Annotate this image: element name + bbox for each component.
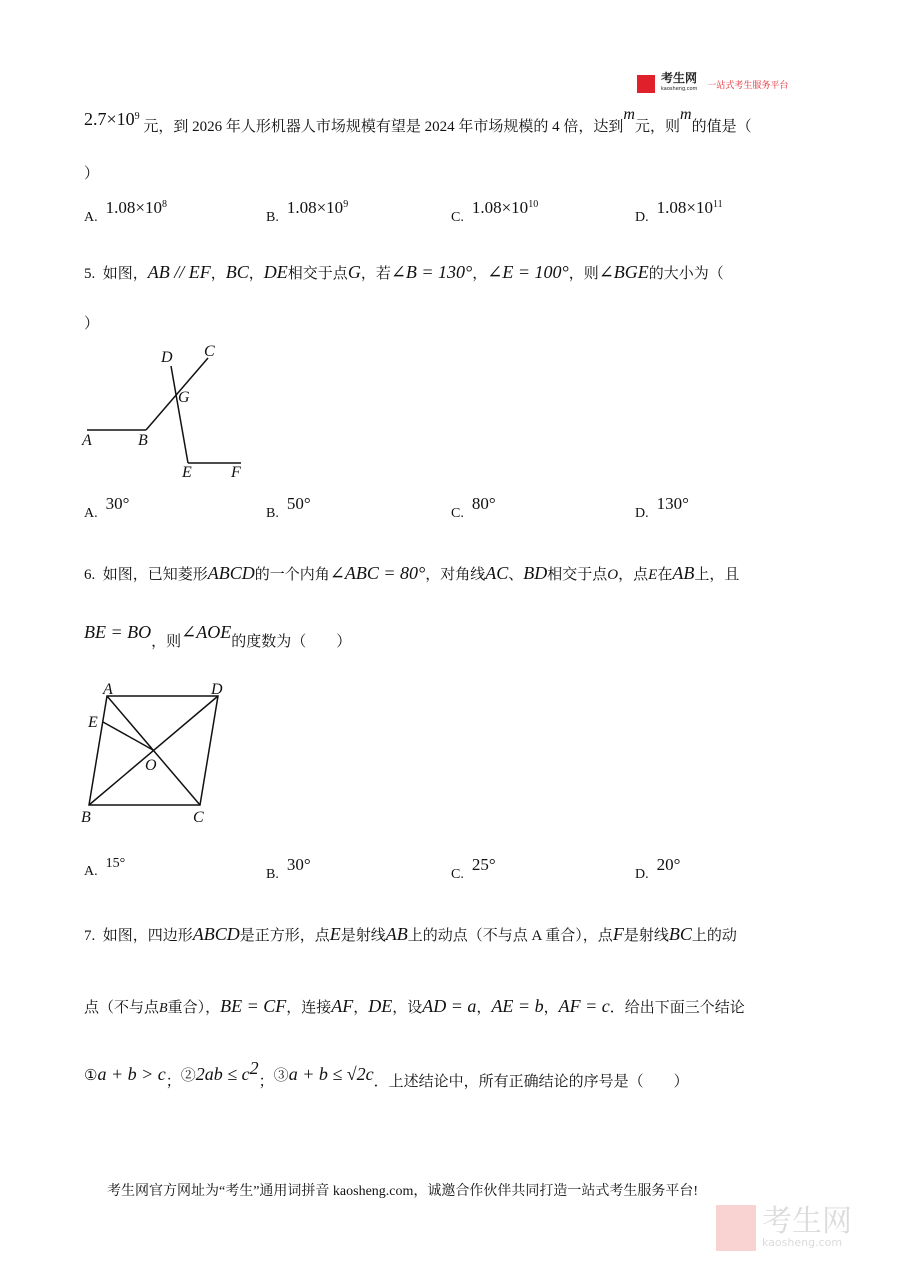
q6-math: O bbox=[607, 567, 619, 583]
option-value: 1.08×10 bbox=[656, 198, 713, 217]
conclusion-1-number: ① bbox=[84, 1068, 98, 1084]
option-exp: 8 bbox=[161, 199, 167, 210]
option-value: 30° bbox=[286, 855, 311, 874]
label-e: E bbox=[182, 464, 192, 481]
segment-de bbox=[171, 366, 188, 463]
q5-text: ， bbox=[210, 266, 226, 282]
q7-text: ，设 bbox=[392, 1000, 423, 1016]
q6-line2 bbox=[84, 622, 352, 650]
q5-line2: ） bbox=[84, 316, 100, 332]
option-value: 130° bbox=[656, 494, 689, 513]
q7-text: ， bbox=[543, 1000, 559, 1016]
q5-text: ，若 bbox=[360, 266, 391, 282]
q6-math: ∠AOE bbox=[181, 622, 232, 642]
q7-math: BE = CF bbox=[220, 996, 287, 1016]
conclusion-3-number: ③ bbox=[273, 1068, 289, 1084]
q5-text: 如图， bbox=[102, 266, 148, 282]
option-value: 20° bbox=[656, 855, 681, 874]
q6-text: ，对角线 bbox=[425, 567, 486, 583]
q5-math: AB // EF bbox=[147, 262, 211, 282]
header-slogan: 一站式考生服务平台 bbox=[707, 80, 789, 91]
label-e: E bbox=[88, 714, 98, 731]
option-value: 80° bbox=[471, 494, 496, 513]
option-value: 1.08×10 bbox=[471, 198, 529, 217]
q7-text: 点（不与点 bbox=[84, 1000, 160, 1016]
footer-text: 考生网官方网址为“考生”通用词拼音 kaosheng.com，诚邀合作伙伴共同打造一站式考生服务平台! bbox=[107, 1184, 699, 1199]
q5-math: DE bbox=[263, 262, 288, 282]
option-key: D. bbox=[635, 506, 649, 521]
q7-line2 bbox=[84, 996, 745, 1017]
option-value: 1.08×10 bbox=[286, 198, 344, 217]
q4-exp: 9 bbox=[134, 111, 140, 122]
q5-math: ∠B = 130° bbox=[390, 262, 473, 282]
label-c: C bbox=[193, 809, 204, 826]
q5-option-d[interactable] bbox=[635, 494, 689, 521]
q7-math: AF = c bbox=[558, 996, 610, 1016]
q5-figure bbox=[87, 358, 241, 463]
q5-math: ∠E = 100° bbox=[487, 262, 569, 282]
q6-text: 如图，已知菱形 bbox=[102, 567, 208, 583]
option-value: 15° bbox=[105, 856, 126, 871]
q7-text: 是射线 bbox=[623, 928, 669, 944]
diagonal-bd bbox=[89, 696, 218, 805]
q7-text: ，连接 bbox=[286, 1000, 332, 1016]
label-b: B bbox=[81, 809, 91, 826]
q5-option-c[interactable] bbox=[451, 494, 496, 521]
q7-text: 重合）， bbox=[167, 1000, 221, 1016]
q5-option-a[interactable] bbox=[84, 494, 130, 521]
q5-text: 相交于点 bbox=[287, 266, 348, 282]
q7-line1 bbox=[84, 924, 737, 945]
q5-math: ∠BGE bbox=[598, 262, 649, 282]
q4-text: 元，到 2026 年人形机器人市场规模有望是 2024 年市场规模的 4 倍，达到 bbox=[143, 119, 624, 135]
label-c: C bbox=[204, 343, 215, 360]
option-exp: 10 bbox=[528, 199, 539, 210]
q7-math: ABCD bbox=[192, 924, 240, 944]
label-a: A bbox=[82, 432, 92, 449]
q5-option-b[interactable] bbox=[266, 494, 311, 521]
q4-m2: m bbox=[680, 106, 692, 123]
conclusion-2: 2ab ≤ c bbox=[195, 1064, 250, 1084]
q7-text: 是射线 bbox=[340, 928, 386, 944]
option-key: A. bbox=[84, 210, 98, 225]
q6-math: ∠ABC = 80° bbox=[329, 563, 426, 583]
q4-text3: 的值是（ bbox=[691, 119, 752, 135]
watermark-icon bbox=[716, 1205, 756, 1251]
q7-text: ．上述结论中，所有正确结论的序号是（ ） bbox=[373, 1074, 689, 1090]
label-o: O bbox=[145, 757, 157, 774]
q5-text: 的大小为（ bbox=[648, 266, 724, 282]
q7-text: ； bbox=[258, 1074, 274, 1090]
option-key: A. bbox=[84, 506, 98, 521]
q6-figure bbox=[89, 696, 218, 805]
label-f: F bbox=[231, 464, 241, 481]
option-value: 1.08×10 bbox=[105, 198, 162, 217]
q6-text: 、 bbox=[508, 567, 524, 583]
option-key: A. bbox=[84, 864, 98, 879]
label-d: D bbox=[161, 349, 173, 366]
option-key: D. bbox=[635, 210, 649, 225]
q7-math: AD = a bbox=[422, 996, 477, 1016]
q6-text: 在 bbox=[657, 567, 673, 583]
q6-math: ABCD bbox=[207, 563, 255, 583]
conclusion-2-number: ② bbox=[180, 1068, 196, 1084]
label-b: B bbox=[138, 432, 148, 449]
q7-line3 bbox=[84, 1058, 689, 1090]
q7-math: DE bbox=[368, 996, 393, 1016]
q6-line1 bbox=[84, 563, 739, 584]
q6-math: BE = BO bbox=[84, 622, 152, 642]
conclusion-3: a + b ≤ √2c bbox=[288, 1064, 374, 1084]
conclusion-1: a + b > c bbox=[97, 1064, 166, 1084]
option-key: C. bbox=[451, 506, 464, 521]
q6-text: 上，且 bbox=[694, 567, 740, 583]
option-value: 30° bbox=[105, 494, 130, 513]
q7-math: F bbox=[612, 924, 624, 944]
q5-math: G bbox=[347, 262, 361, 282]
option-key: C. bbox=[451, 210, 464, 225]
q6-text: 的一个内角 bbox=[254, 567, 330, 583]
watermark-logo bbox=[716, 1205, 852, 1251]
q6-text: 的度数为（ ） bbox=[231, 634, 352, 650]
label-g: G bbox=[178, 389, 190, 406]
q6-option-b[interactable] bbox=[266, 855, 311, 882]
option-exp: 11 bbox=[712, 199, 723, 210]
q7-math: AF bbox=[331, 996, 354, 1016]
q7-math: E bbox=[329, 924, 341, 944]
label-d: D bbox=[211, 681, 223, 698]
option-key: C. bbox=[451, 867, 464, 882]
q6-option-d[interactable] bbox=[635, 855, 681, 882]
q5-number: 5. bbox=[84, 266, 96, 282]
q7-text: 是正方形，点 bbox=[239, 928, 330, 944]
option-key: B. bbox=[266, 506, 279, 521]
option-value: 50° bbox=[286, 494, 311, 513]
q6-option-a[interactable] bbox=[84, 855, 126, 879]
conclusion-2-exp: 2 bbox=[249, 1058, 259, 1078]
q6-math: AC bbox=[485, 563, 509, 583]
watermark-text: 考生网 bbox=[762, 1204, 852, 1239]
q7-math: AB bbox=[385, 924, 408, 944]
option-key: D. bbox=[635, 867, 649, 882]
q5-text: ， bbox=[248, 266, 264, 282]
q7-number: 7. bbox=[84, 928, 96, 944]
q5-text: ，则 bbox=[568, 266, 599, 282]
q6-text: 相交于点 bbox=[547, 567, 608, 583]
q4-value: 2.7×10 bbox=[84, 109, 135, 129]
segment-bc bbox=[146, 358, 208, 430]
q6-number: 6. bbox=[84, 567, 96, 583]
option-key: B. bbox=[266, 867, 279, 882]
option-key: B. bbox=[266, 210, 279, 225]
segment-eo bbox=[103, 722, 153, 750]
q4-m: m bbox=[623, 106, 635, 123]
q7-text: ， bbox=[353, 1000, 369, 1016]
q6-math: E bbox=[648, 567, 658, 583]
q7-text: 上的动 bbox=[691, 928, 737, 944]
q5-text: ， bbox=[472, 266, 488, 282]
q7-text: ， bbox=[476, 1000, 492, 1016]
q5-math: BC bbox=[225, 262, 249, 282]
watermark-domain: kaosheng.com bbox=[762, 1236, 843, 1249]
q6-option-c[interactable] bbox=[451, 855, 496, 882]
q4-text2: 元，则 bbox=[634, 119, 680, 135]
logo-domain: kaosheng.com bbox=[661, 86, 698, 92]
option-exp: 9 bbox=[343, 199, 349, 210]
option-value: 25° bbox=[471, 855, 496, 874]
q6-text: ，点 bbox=[618, 567, 649, 583]
q7-math: AE = b bbox=[491, 996, 544, 1016]
q6-math: BD bbox=[523, 563, 548, 583]
q7-text: ．给出下面三个结论 bbox=[609, 1000, 745, 1016]
q7-text: 上的动点（不与点 A 重合），点 bbox=[407, 928, 613, 944]
label-a: A bbox=[103, 681, 113, 698]
q7-math: BC bbox=[668, 924, 692, 944]
q6-math: AB bbox=[672, 563, 695, 583]
logo-text: 考生网 bbox=[661, 71, 698, 85]
q7-text: ； bbox=[165, 1074, 181, 1090]
q7-math: B bbox=[159, 1001, 168, 1016]
q7-text: 如图，四边形 bbox=[102, 928, 193, 944]
q4-line2: ） bbox=[84, 166, 100, 182]
q6-text: ，则 bbox=[151, 634, 182, 650]
